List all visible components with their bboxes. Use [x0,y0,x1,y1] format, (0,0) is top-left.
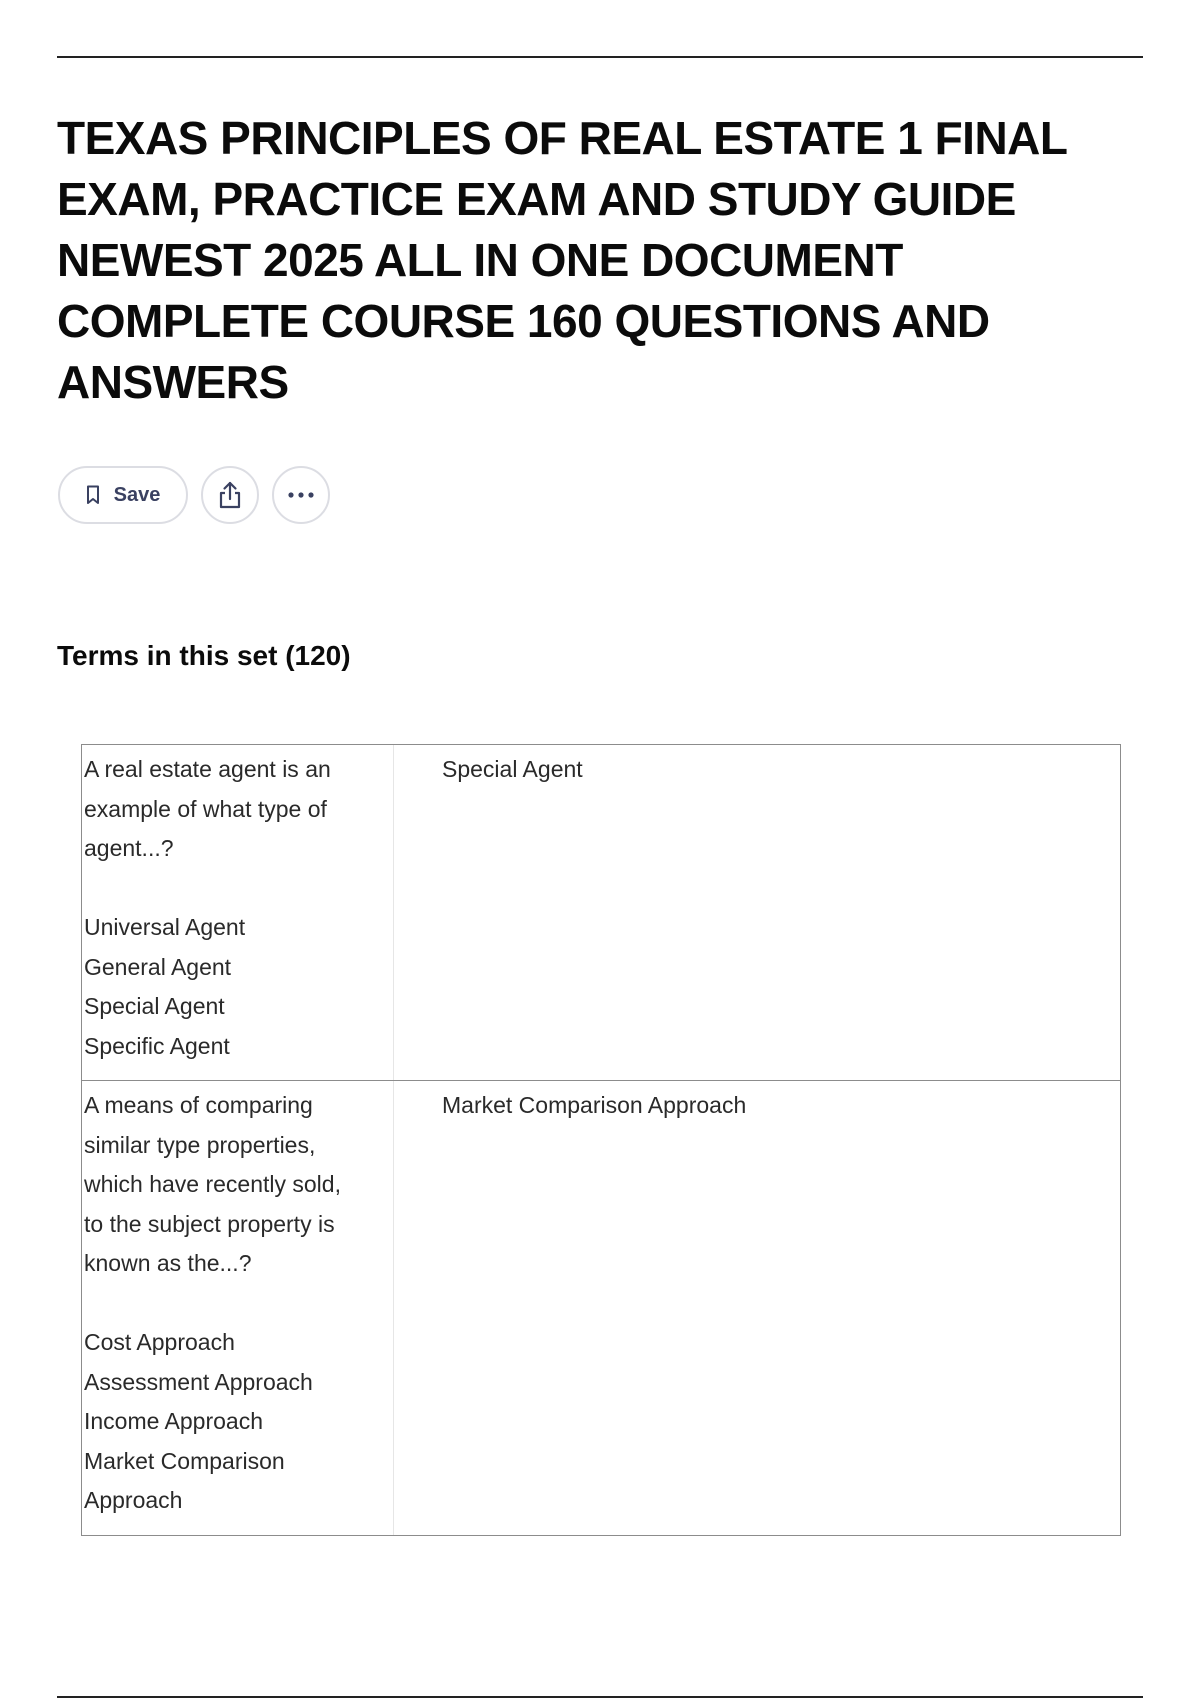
spacer [84,869,393,909]
answer-text: Special Agent [442,756,583,782]
option-line: Market Comparison [84,1447,285,1474]
term-row [82,1080,1120,1535]
question-line: to the subject property is [84,1210,335,1237]
answer-text: Market Comparison Approach [442,1092,747,1118]
question-line: similar type properties, [84,1131,316,1158]
title-line: ANSWERS [57,356,289,408]
option-line: General Agent [84,953,232,980]
option-line: Assessment Approach [84,1368,313,1395]
more-options-icon [287,491,315,499]
option-line: Specific Agent [84,1032,230,1059]
question-line: A means of comparing [84,1092,313,1118]
title-line: COMPLETE COURSE 160 QUESTIONS AND [57,295,990,347]
title-line: TEXAS PRINCIPLES OF REAL ESTATE 1 FINAL [57,112,1068,164]
bottom-divider [57,1696,1143,1698]
more-options-button[interactable] [272,466,330,524]
share-icon [217,480,243,510]
spacer [84,1284,393,1324]
term-question [82,1081,394,1535]
question-line: A real estate agent is an [84,756,331,782]
term-question [82,745,394,1080]
title-line: EXAM, PRACTICE EXAM AND STUDY GUIDE [57,173,1016,225]
share-button[interactable] [201,466,259,524]
terms-table [81,744,1121,1536]
save-label: Save [113,483,161,506]
term-row [82,745,1120,1080]
question-line: known as the...? [84,1250,252,1276]
term-answer [394,745,1120,1080]
terms-heading: Terms in this set (120) [57,640,351,671]
option-line: Universal Agent [84,914,246,940]
top-divider [57,56,1143,58]
action-bar [58,465,330,525]
title-line: NEWEST 2025 ALL IN ONE DOCUMENT [57,234,903,286]
option-line: Income Approach [84,1408,264,1434]
option-line: Special Agent [84,993,225,1019]
question-line: agent...? [84,835,174,861]
question-line: which have recently sold, [84,1171,341,1197]
option-line: Approach [84,1487,183,1513]
page-title [57,108,1137,413]
option-line: Cost Approach [84,1329,235,1355]
term-answer [394,1081,1120,1535]
bookmark-icon [86,485,100,505]
save-button[interactable] [58,466,188,524]
question-line: example of what type of [84,795,327,822]
